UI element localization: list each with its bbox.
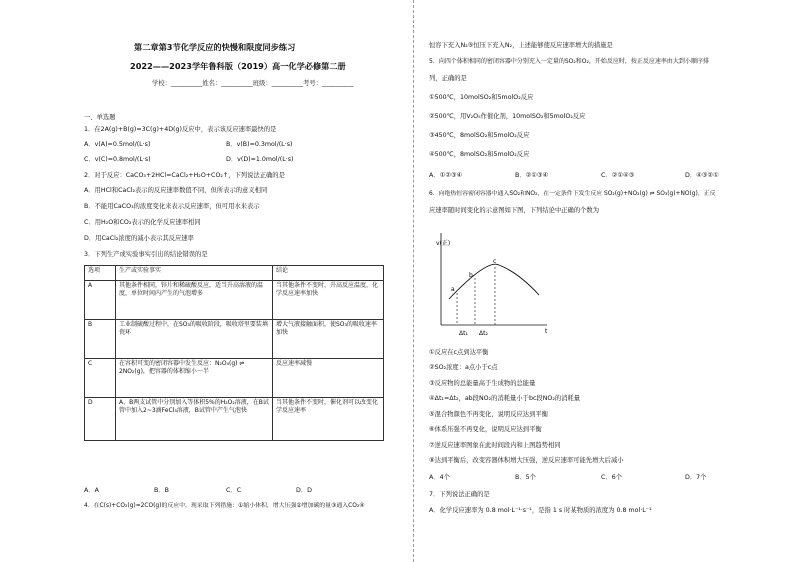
q7-option-a: A．化学反应速率为 0.8 mol·L⁻¹·s⁻¹，是指 1 s 时某物质的浓度为 0.8 mol·L⁻¹	[429, 507, 652, 514]
statement-3: ③反应物的总能量高于生成物的总能量	[429, 380, 536, 387]
row-fact: A、B两支试管中分别加入等体积5%的H₂O₂溶液，在B试管中加入2~3滴FeCl₃溶液，B试管中产生气泡快	[116, 398, 273, 441]
q5-option-a: A．①②③④	[429, 172, 463, 179]
q5-item-2: ②500℃，用V₂O₅作催化剂，10molSO₂和5molO₂反应	[429, 113, 586, 120]
page-title: 第二章第3节化学反应的快慢和限度同步练习	[134, 42, 296, 52]
row-option: A	[85, 281, 116, 320]
row-option: B	[85, 320, 116, 359]
q2-option-a: A．用HCl和CaCl₂表示的反应速率数值不同，但所表示的意义相同	[84, 187, 268, 194]
q6-option-c: C．6个	[601, 474, 622, 481]
table-header-fact: 生产或实验事实	[116, 266, 273, 281]
q3-option-b: B．B	[154, 487, 169, 494]
statement-6: ⑥体系压强不再变化，说明反应达到平衡	[429, 426, 542, 433]
q3-option-d: D．D	[296, 487, 312, 494]
q3-table	[84, 265, 384, 441]
student-info-fields: 学校：__________姓名：__________班级：__________考号：__________	[152, 80, 354, 87]
q3-option-a: A．A	[84, 487, 99, 494]
question-2: 2．对于反应：CaCO₃+2HCl=CaCl₂+H₂O+CO₂↑，下列说法正确的是	[84, 172, 285, 179]
q1-option-c: C．v(C)=0.8mol/(L·s)	[84, 156, 151, 163]
graph-ylabel: v(正)	[436, 240, 451, 247]
row-fact: 在容积可变的密闭容器中发生反应：N₂O₄(g) ⇌ 2NO₂(g)，把容器的体积缩小一半	[116, 359, 273, 398]
row-option: D	[85, 398, 116, 441]
row-conclusion: 当其他条件不变时，催化剂可以改变化学反应速率	[273, 398, 384, 441]
row-fact: 工业制硫酸过程中，在SO₃的吸收阶段，吸收塔里要装填瓷环	[116, 320, 273, 359]
statement-7: ⑦逆反应速率图象在此时间段内和上图趋势相同	[429, 442, 561, 449]
rate-time-graph	[435, 225, 555, 343]
q6-option-a: A．4个	[429, 474, 450, 481]
table-row	[85, 359, 384, 398]
question-5-line2: 列，正确的是	[429, 75, 467, 82]
row-option: C	[85, 359, 116, 398]
table-header-row	[85, 266, 384, 281]
q2-option-d: D．用CaCl₂浓度的减小表示其反应速率	[84, 235, 194, 242]
q1-option-a: A．v(A)=0.5mol/(L·s)	[84, 141, 151, 148]
question-1: 1．在2A(g)+B(g)=3C(g)+4D(g)反应中，表示该反应速率最快的是	[84, 126, 277, 133]
question-3: 3．下列生产或实验事实引出的结论错误的是	[84, 251, 208, 258]
point-b-label: b	[469, 272, 473, 279]
q5-option-d: D．④③②①	[685, 172, 719, 179]
graph-xlabel: t	[545, 328, 548, 335]
section-heading: 一、单选题	[84, 114, 116, 121]
q1-option-b: B．v(B)=0.3mol/(L·s)	[226, 141, 293, 148]
statement-4: ④Δt₁=Δt₂，ab段NO₂的消耗量小于bc段NO₂的消耗量	[429, 395, 581, 402]
table-row	[85, 398, 384, 441]
q5-option-c: C．②①④③	[601, 172, 635, 179]
question-5: 5．向四个体积相同的密闭容器中分别充入一定量的SO₂和O₂，开始反应时，按正反应速率由大到小顺序排	[429, 58, 709, 65]
table-row	[85, 281, 384, 320]
question-4: 4．在C(s)+CO₂(g)=2CO(g)的反应中，现采取下列措施：①缩小体积，增大压强②增加碳的量③通入CO₂④	[84, 503, 365, 509]
q5-item-3: ③450℃，8molSO₂和5molO₂反应	[429, 132, 530, 139]
q3-option-c: C．C	[226, 487, 242, 494]
question-6-line2: 应速率随时间变化的示意图如下图，下列结论中正确的个数为	[429, 207, 600, 214]
q6-option-d: D．7个	[685, 474, 707, 481]
statement-5: ⑤混合物颜色不再变化，说明反应达到平衡	[429, 411, 548, 418]
statement-2: ②SO₂浓度：a点小于c点	[429, 364, 498, 371]
q2-option-b: B．不能用CaCO₃的浓度变化来表示反应速率，但可用水来表示	[84, 203, 260, 210]
row-conclusion: 增大气液接触面积，使SO₃的吸收速率加快	[273, 320, 384, 359]
delta-t2-label: Δt₂	[479, 330, 488, 337]
q6-option-b: B．5个	[515, 474, 536, 481]
delta-t1-label: Δt₁	[459, 330, 468, 337]
row-fact: 其他条件相同，锌片和稀硫酸反应，适当升高溶液的温度，单位时间内产生的气泡增多	[116, 281, 273, 320]
column-divider	[413, 0, 414, 562]
rate-curve	[449, 264, 539, 299]
row-conclusion: 当其他条件不变时，升高反应温度，化学反应速率加快	[273, 281, 384, 320]
point-c-label: c	[493, 258, 497, 265]
q5-item-1: ①500℃，10molSO₂和5molO₂反应	[429, 94, 534, 101]
q5-option-b: B．②①③④	[515, 172, 549, 179]
q2-option-c: C．用H₂O和CO₂表示的化学反应速率相同	[84, 219, 201, 226]
q1-option-d: D．v(D)=1.0mol/(L·s)	[226, 156, 294, 163]
table-row	[85, 320, 384, 359]
q5-item-4: ④500℃，8molSO₂和5molO₂反应	[429, 151, 530, 158]
question-4-continued: 恒容下充入N₂⑤恒压下充入N₂，上述能够使反应速率增大的措施是	[429, 42, 613, 49]
page-subtitle: 2022——2023学年鲁科版（2019）高一化学必修第二册	[130, 61, 346, 71]
statement-8: ⑧达到平衡后，改变容器体积增大压强，逆反应速率可能先增大后减小	[429, 457, 624, 464]
table-header-option: 选项	[85, 266, 116, 281]
question-6: 6．向绝热恒容密闭容器中通入SO₂和NO₂，在一定条件下发生反应 SO₂(g)+NO₂(g) ⇌ SO₃(g)+NO(g)，正反	[429, 191, 716, 197]
table-header-conclusion: 结论	[273, 266, 384, 281]
question-7: 7．下列说法正确的是	[429, 491, 490, 498]
statement-1: ①反应在c点到达平衡	[429, 349, 489, 356]
row-conclusion: 反应速率减慢	[273, 359, 384, 398]
point-a-label: a	[451, 286, 455, 293]
